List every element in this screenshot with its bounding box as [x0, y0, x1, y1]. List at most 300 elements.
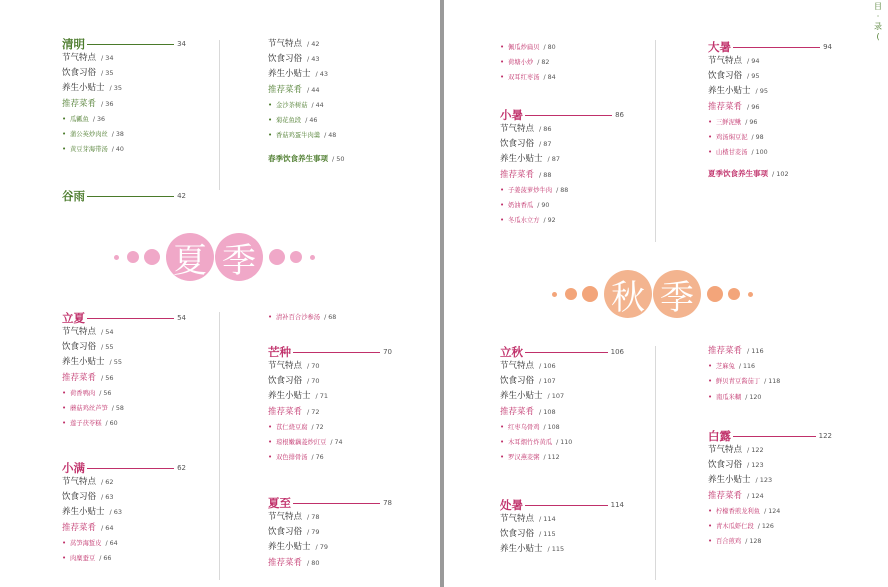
dish-item[interactable]: [62, 112, 186, 127]
entry-page-number: 44: [311, 85, 320, 94]
dish-label: 双耳红枣汤: [508, 74, 540, 82]
section-page: 94: [823, 43, 832, 51]
left-page: [0, 0, 440, 587]
dish-item[interactable]: [268, 113, 408, 128]
dish-page: / 36: [92, 115, 106, 123]
toc-entry[interactable]: [500, 527, 624, 542]
decor-dot: [310, 255, 315, 260]
entry-page-number: 123: [759, 476, 773, 485]
dish-label: 鸡汤焖豆泥: [716, 134, 748, 142]
section-page: 86: [615, 111, 624, 119]
decor-dot: [114, 255, 119, 260]
entry-label: 推荐菜肴: [500, 169, 535, 180]
dish-page-number: 58: [115, 405, 124, 413]
section-page: 106: [610, 348, 624, 356]
entry-page-number: 78: [311, 513, 320, 521]
section-liqiu: [500, 345, 624, 465]
entry-page: / 36: [101, 99, 114, 108]
autumn-banner: [552, 270, 753, 318]
entry-page-number: 54: [105, 328, 114, 336]
entry-label: 养生小贴士: [62, 83, 105, 94]
entry-label: 养生小贴士: [500, 391, 543, 402]
entry-label: 节气特点: [708, 56, 743, 66]
entry-page-number: 116: [751, 347, 764, 355]
bullet-icon: •: [708, 506, 713, 515]
dish-item[interactable]: [708, 115, 832, 130]
entry-label: 饮食习俗: [62, 342, 97, 353]
entry-page: / 116: [747, 347, 764, 355]
toc-entry[interactable]: [268, 389, 392, 404]
toc-entry[interactable]: [708, 458, 832, 473]
dish-item[interactable]: [708, 374, 848, 389]
entry-page-number: 79: [311, 528, 320, 537]
note-label: 夏季饮食养生事项: [708, 169, 768, 179]
dish-item[interactable]: [708, 390, 848, 405]
toc-entry[interactable]: [62, 475, 186, 490]
section-heading[interactable]: [708, 40, 832, 54]
dish-page: / 110: [556, 439, 573, 447]
dish-page-number: 40: [115, 146, 124, 154]
toc-entry[interactable]: [268, 525, 392, 540]
section-guyu-continued: [268, 37, 408, 164]
toc-entry[interactable]: [268, 374, 392, 389]
entry-label: 推荐菜肴: [268, 406, 303, 417]
recommended-dishes-row[interactable]: [268, 556, 392, 571]
dish-page-number: 82: [541, 59, 550, 67]
toc-entry[interactable]: [268, 52, 408, 67]
bullet-icon: •: [62, 404, 67, 413]
column-divider: [655, 346, 656, 580]
entry-label: 节气特点: [62, 53, 97, 63]
entry-page-number: 123: [751, 461, 764, 470]
recommended-dishes-row[interactable]: [708, 489, 832, 504]
entry-label: 节气特点: [500, 124, 535, 134]
dish-label: 子姜菠萝炒牛肉: [508, 186, 553, 194]
section-xiazhi-continued: [500, 40, 640, 86]
dish-item[interactable]: [708, 130, 832, 145]
section-heading[interactable]: [62, 189, 186, 203]
entry-label: 推荐菜肴: [708, 101, 743, 112]
recommended-dishes-row[interactable]: [62, 521, 186, 536]
toc-entry[interactable]: [500, 359, 624, 374]
entry-page-number: 124: [751, 491, 764, 500]
section-page: 42: [177, 192, 186, 200]
toc-entry[interactable]: [62, 355, 186, 370]
dish-page-number: 80: [547, 44, 556, 51]
entry-page-number: 55: [105, 343, 114, 352]
dish-item[interactable]: [500, 70, 640, 85]
entry-page-number: 62: [105, 478, 114, 486]
entry-page-number: 107: [543, 377, 556, 386]
dish-item[interactable]: [500, 435, 624, 450]
dish-label: 冬瓜水立方: [508, 217, 540, 225]
entry-page-number: 63: [113, 508, 123, 517]
dish-page: / 82: [537, 59, 550, 67]
dish-label: 奶油香瓜: [508, 202, 534, 210]
dish-page: / 118: [764, 378, 781, 386]
entry-page: / 123: [747, 461, 764, 470]
dish-item[interactable]: [500, 40, 640, 55]
entry-label: 节气特点: [500, 361, 535, 371]
toc-entry[interactable]: [500, 152, 624, 167]
dish-label: 双色排骨汤: [276, 454, 308, 462]
dish-label: 山楂甘麦汤: [716, 149, 748, 157]
entry-page-number: 70: [311, 377, 320, 386]
entry-page-number: 95: [751, 72, 760, 81]
summer-banner: [114, 233, 315, 281]
section-bailu: [708, 429, 832, 549]
entry-page: / 55: [109, 358, 123, 367]
entry-page: / 94: [747, 57, 760, 65]
bullet-icon: •: [500, 422, 505, 431]
dish-page-number: 112: [547, 454, 560, 462]
bullet-icon: •: [708, 537, 713, 546]
recommended-dishes-row[interactable]: [708, 100, 832, 115]
toc-entry[interactable]: [62, 81, 186, 96]
entry-page: / 123: [755, 476, 773, 485]
dish-item[interactable]: [62, 142, 186, 157]
entry-page-number: 43: [319, 70, 329, 79]
toc-entry[interactable]: [268, 510, 392, 525]
entry-label: 养生小贴士: [268, 391, 311, 402]
entry-page: / 43: [307, 55, 320, 64]
entry-page-number: 108: [543, 407, 556, 416]
dish-item[interactable]: [500, 183, 624, 198]
entry-page-number: 86: [543, 125, 552, 133]
entry-page: / 34: [101, 54, 114, 62]
recommended-dishes-row[interactable]: [708, 344, 848, 359]
autumn-char-circle: 季: [653, 270, 701, 318]
entry-page: / 55: [101, 343, 114, 352]
dish-page-number: 38: [115, 131, 124, 139]
toc-entry[interactable]: [708, 443, 832, 458]
section-heading[interactable]: [62, 461, 186, 475]
dish-item[interactable]: [500, 420, 624, 435]
dish-page: / 64: [105, 539, 118, 547]
dish-page: / 76: [311, 454, 324, 462]
dish-item[interactable]: [500, 55, 640, 70]
heading-rule: [525, 352, 608, 353]
dish-page: / 88: [556, 186, 569, 194]
section-dashu: [708, 40, 832, 179]
dish-page-number: 36: [97, 115, 106, 123]
bullet-icon: •: [708, 362, 713, 371]
dish-page: / 124: [764, 507, 781, 515]
bullet-icon: •: [500, 43, 505, 51]
spring-note[interactable]: 春季饮食养生事项 / 50: [268, 154, 345, 164]
dish-item[interactable]: [268, 435, 392, 450]
decor-dot: [290, 251, 302, 263]
note-page: 50: [336, 155, 345, 164]
dish-page: / 108: [543, 423, 560, 431]
dish-page-number: 108: [547, 423, 560, 431]
entry-page: / 86: [539, 125, 552, 133]
dish-page-number: 60: [109, 420, 118, 428]
toc-entry[interactable]: [62, 490, 186, 505]
dish-label: 香菇鸡蛋牛肉羹: [276, 132, 321, 140]
section-xiaoman: [62, 461, 186, 566]
bullet-icon: •: [708, 133, 713, 142]
section-heading[interactable]: [500, 498, 624, 512]
dish-page-number: 126: [761, 523, 774, 531]
entry-page: / 96: [747, 102, 760, 111]
toc-entry[interactable]: [500, 122, 624, 137]
bullet-icon: •: [500, 58, 505, 67]
dish-item[interactable]: [708, 519, 832, 534]
section-heading[interactable]: [500, 108, 624, 122]
entry-label: 推荐菜肴: [500, 406, 535, 417]
dish-label: 红枣乌骨鸡: [508, 423, 540, 431]
toc-entry[interactable]: [62, 325, 186, 340]
bullet-icon: •: [500, 185, 505, 194]
entry-page-number: 43: [311, 55, 320, 64]
recommended-dishes-row[interactable]: [62, 371, 186, 386]
entry-page-number: 87: [543, 140, 552, 149]
entry-page: / 54: [101, 328, 114, 336]
bullet-icon: •: [708, 117, 713, 126]
dish-page-number: 44: [315, 101, 324, 109]
entry-label: 养生小贴士: [268, 542, 311, 553]
dish-page-number: 72: [315, 423, 324, 431]
bullet-icon: •: [62, 114, 67, 123]
toc-tab-text: 目 · 录 (: [874, 2, 882, 41]
entry-page: / 115: [539, 530, 556, 539]
entry-page-number: 71: [319, 392, 329, 401]
dish-item[interactable]: [62, 401, 186, 416]
dish-item[interactable]: [708, 504, 832, 519]
dish-item[interactable]: [268, 450, 392, 465]
dish-page: / 80: [543, 44, 556, 51]
bullet-icon: •: [268, 131, 273, 140]
toc-entry[interactable]: [62, 505, 186, 520]
decor-dot: [728, 288, 740, 300]
recommended-dishes-row[interactable]: [500, 405, 624, 420]
toc-entry[interactable]: [500, 542, 624, 557]
bullet-icon: •: [500, 438, 505, 447]
bullet-icon: •: [62, 388, 67, 397]
dish-page: / 116: [738, 363, 756, 371]
dish-page: / 40: [111, 146, 124, 154]
toc-entry[interactable]: [62, 340, 186, 355]
dish-page-number: 76: [315, 454, 324, 462]
entry-label: 饮食习俗: [708, 71, 743, 82]
dish-label: 芝麻兔: [716, 363, 735, 371]
entry-page: / 88: [539, 170, 552, 179]
note-label: 春季饮食养生事项: [268, 154, 328, 164]
section-title: 芒种: [268, 345, 291, 359]
entry-label: 推荐菜肴: [62, 372, 97, 383]
toc-entry[interactable]: [500, 374, 624, 389]
section-qingming: [62, 37, 186, 157]
dish-item[interactable]: [268, 128, 408, 143]
toc-entry[interactable]: [500, 389, 624, 404]
toc-entry[interactable]: [708, 84, 832, 99]
heading-rule: [525, 505, 608, 506]
column-divider: [219, 40, 220, 190]
section-heading[interactable]: [708, 429, 832, 443]
entry-page: / 78: [307, 513, 320, 521]
dish-item[interactable]: • 清补百合沙参汤 / 68: [268, 310, 408, 325]
recommended-dishes-row[interactable]: [268, 405, 392, 420]
dish-page-number: 48: [328, 132, 337, 140]
entry-page-number: 94: [751, 57, 760, 65]
bullet-icon: •: [708, 522, 713, 531]
entry-label: 饮食习俗: [500, 529, 535, 540]
entry-page: / 64: [101, 523, 114, 532]
bullet-icon: •: [268, 313, 273, 321]
entry-page-number: 56: [105, 373, 114, 382]
toc-entry[interactable]: [268, 37, 408, 52]
toc-entry[interactable]: [708, 54, 832, 69]
bullet-icon: •: [500, 453, 505, 462]
section-page: 54: [177, 314, 186, 322]
section-page: 78: [383, 499, 392, 507]
entry-label: 节气特点: [708, 445, 743, 455]
dish-page: / 98: [751, 134, 764, 142]
entry-page: / 35: [109, 84, 123, 93]
entry-page: / 35: [101, 69, 114, 78]
bullet-icon: •: [268, 100, 273, 109]
section-title: 小满: [62, 461, 85, 475]
toc-entry[interactable]: [708, 69, 832, 84]
entry-page-number: 36: [105, 99, 114, 108]
decor-dot: [269, 249, 285, 265]
bullet-icon: •: [708, 148, 713, 157]
entry-page-number: 55: [113, 358, 123, 367]
entry-page: / 87: [547, 155, 561, 164]
entry-page: / 79: [315, 543, 329, 552]
recommended-dishes-row[interactable]: [500, 168, 624, 183]
section-page: 34: [177, 40, 186, 48]
dish-page: / 38: [111, 131, 124, 139]
dish-item[interactable]: [62, 386, 186, 401]
entry-page-number: 106: [543, 362, 556, 370]
column-divider: [219, 312, 220, 580]
toc-entry[interactable]: [62, 51, 186, 66]
dish-label: 佩瓜炒扁贝: [508, 44, 540, 51]
summer-char-circle: 夏: [166, 233, 214, 281]
dish-label: 苡仁烧豆腐: [276, 423, 308, 431]
dish-page-number: 116: [743, 363, 756, 371]
section-title: 小暑: [500, 108, 523, 122]
dish-item[interactable]: [500, 198, 624, 213]
heading-rule: [87, 318, 174, 319]
dish-item[interactable]: [62, 127, 186, 142]
entry-page: / 56: [101, 373, 114, 382]
decor-dot: [707, 286, 723, 302]
dish-page: / 66: [99, 555, 112, 563]
dish-label: 蘑菇鸡丝芦笋: [70, 405, 108, 413]
column-divider: [655, 40, 656, 242]
bullet-icon: •: [500, 73, 505, 82]
dish-page: / 126: [757, 523, 774, 531]
section-heading[interactable]: [62, 311, 186, 325]
entry-label: 饮食习俗: [500, 376, 535, 387]
dish-label: 木耳烟竹炸黄瓜: [508, 439, 553, 447]
dish-page-number: 120: [749, 393, 762, 401]
dish-page: / 46: [305, 117, 318, 125]
dish-page-number: 124: [768, 507, 781, 515]
entry-label: 养生小贴士: [708, 86, 751, 97]
dish-label: 百合煎鸡: [716, 538, 742, 546]
summer-note[interactable]: 夏季饮食养生事项 / 102: [708, 169, 789, 179]
section-title: 大暑: [708, 40, 731, 54]
entry-page-number: 96: [751, 102, 760, 111]
entry-label: 养生小贴士: [268, 69, 311, 80]
decor-dot: [748, 292, 753, 297]
heading-rule: [525, 115, 612, 116]
decor-dot: [552, 292, 557, 297]
bullet-icon: •: [268, 422, 273, 431]
dish-item[interactable]: [62, 551, 186, 566]
section-xiazhi: [268, 496, 392, 571]
entry-label: 饮食习俗: [62, 68, 97, 79]
dish-item[interactable]: [708, 534, 832, 549]
entry-page: / 87: [539, 140, 552, 149]
dish-label: 南瓜米糊: [716, 393, 742, 401]
dish-item[interactable]: [268, 420, 392, 435]
dish-item[interactable]: [500, 213, 624, 228]
entry-label: 推荐菜肴: [62, 98, 97, 109]
entry-page-number: 42: [311, 40, 320, 48]
section-heading[interactable]: [268, 345, 392, 359]
section-heading[interactable]: [62, 37, 186, 51]
dish-page: / 58: [111, 405, 124, 413]
recommended-dishes-row[interactable]: [268, 83, 408, 98]
toc-entry[interactable]: [708, 473, 832, 488]
section-title: 清明: [62, 37, 85, 51]
dish-item[interactable]: [62, 536, 186, 551]
section-title: 白露: [708, 429, 731, 443]
dish-label: 金沙茶树菇: [276, 101, 308, 109]
dish-page-number: 98: [755, 134, 764, 142]
dish-label: 三鲜泥鳅: [716, 118, 742, 126]
dish-item[interactable]: [500, 450, 624, 465]
dish-page-number: 100: [755, 149, 768, 157]
recommended-dishes-row[interactable]: [62, 97, 186, 112]
toc-entry[interactable]: [500, 137, 624, 152]
toc-entry[interactable]: [62, 66, 186, 81]
entry-label: 节气特点: [62, 327, 97, 337]
dish-page: / 48: [324, 132, 337, 140]
dish-item[interactable]: [268, 98, 408, 113]
entry-label: 节气特点: [62, 477, 97, 487]
entry-page-number: 88: [543, 170, 552, 179]
section-heading[interactable]: [268, 496, 392, 510]
entry-page: / 71: [315, 392, 329, 401]
bullet-icon: •: [62, 145, 67, 154]
toc-entry[interactable]: [268, 67, 408, 82]
toc-entry[interactable]: [268, 359, 392, 374]
toc-entry[interactable]: [500, 512, 624, 527]
toc-entry[interactable]: [268, 540, 392, 555]
entry-page: / 62: [101, 478, 114, 486]
entry-label: 推荐菜肴: [268, 557, 303, 568]
entry-label: 养生小贴士: [62, 357, 105, 368]
entry-label: 养生小贴士: [500, 544, 543, 555]
dish-label: 莴笋海蜇皮: [70, 539, 102, 547]
section-page: 114: [610, 501, 624, 509]
entry-page: / 79: [307, 528, 320, 537]
dish-item[interactable]: [708, 359, 848, 374]
dish-label: 鲜贝青豆酱茄丁: [716, 378, 761, 386]
decor-dot: [127, 251, 139, 263]
dish-item[interactable]: [62, 416, 186, 431]
dish-label: 瓜瓤鱼: [70, 115, 89, 123]
section-title: 谷雨: [62, 189, 85, 203]
section-heading[interactable]: [500, 345, 624, 359]
dish-item[interactable]: [708, 145, 832, 160]
